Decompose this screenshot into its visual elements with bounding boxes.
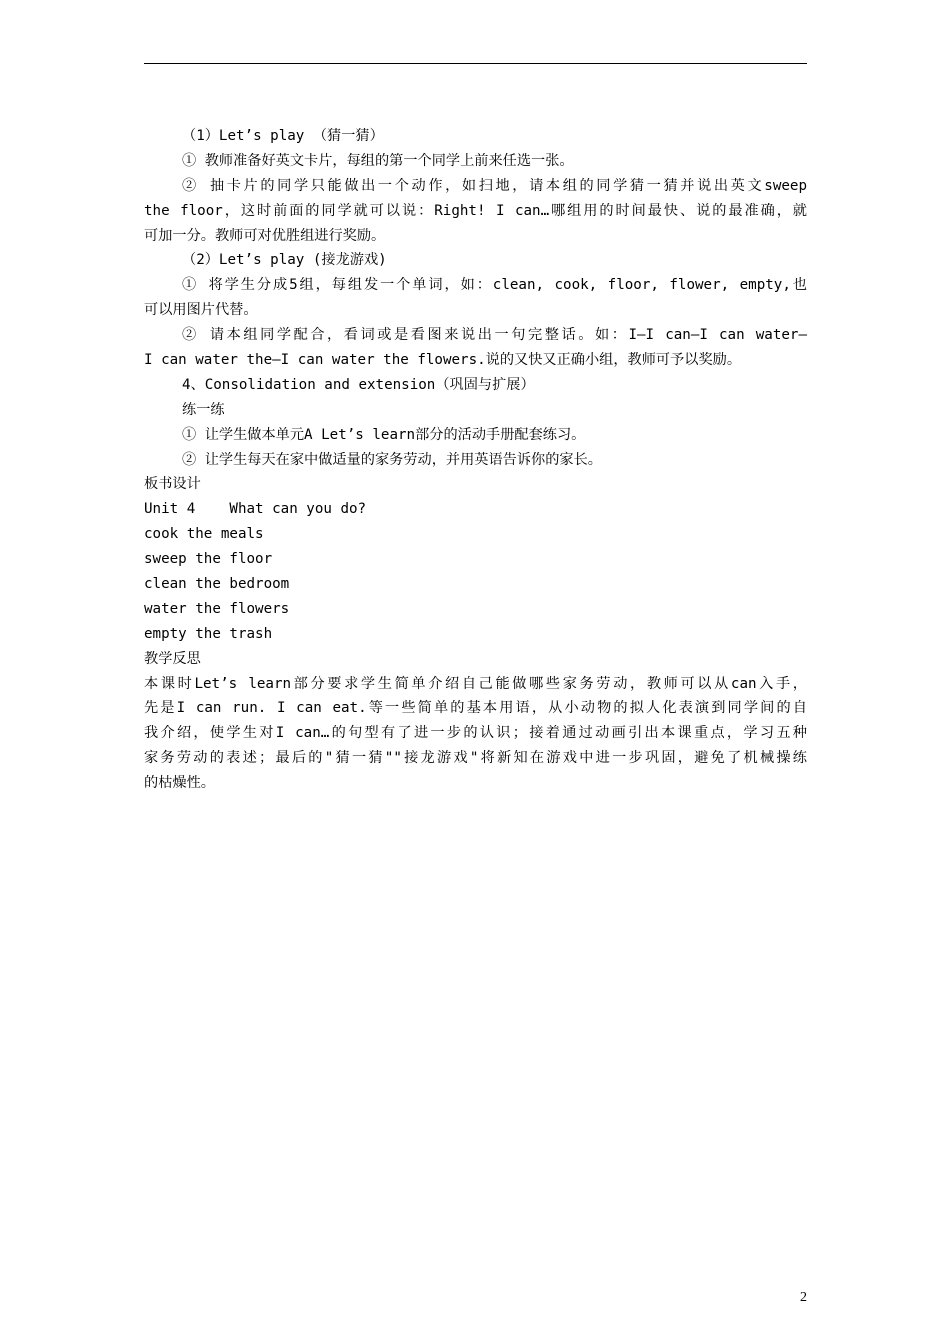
page-number: 2 (800, 1290, 807, 1305)
heading-lets-play-guess: （1）Let’s play （猜一猜） (182, 128, 384, 144)
step-line: 可加一分。教师可对优胜组进行奖励。 (144, 227, 386, 244)
board-phrase: empty the trash (144, 625, 273, 642)
step-line: ② 抽卡片的同学只能做出一个动作，如扫地，请本组的同学猜一猜并说出英文sweep (182, 177, 807, 194)
reflection-line: 先是I can run. I can eat.等一些简单的基本用语，从小动物的拟人化表演到同学间的自 (144, 700, 807, 717)
board-unit-title: Unit 4 What can you do? (144, 501, 367, 518)
heading-reflection: 教学反思 (144, 650, 201, 667)
heading-practice: 练一练 (182, 401, 225, 418)
heading-board-design: 板书设计 (144, 476, 201, 493)
reflection-line: 本课时Let’s learn部分要求学生简单介绍自己能做哪些家务劳动，教师可以从can入手， (144, 675, 807, 692)
heading-consolidation: 4、Consolidation and extension（巩固与扩展） (182, 376, 535, 393)
body-text (144, 124, 807, 796)
reflection-line: 我介绍，使学生对I can…的句型有了进一步的认识；接着通过动画引出本课重点，学习五种 (144, 725, 807, 742)
step-line: ① 教师准备好英文卡片，每组的第一个同学上前来任选一张。 (182, 152, 574, 169)
step-line: ① 将学生分成5组，每组发一个单词，如：clean, cook, floor, flower, empty,也 (182, 277, 807, 294)
heading-lets-play-chain: （2）Let’s play (接龙游戏) (182, 252, 387, 269)
step-line: ① 让学生做本单元A Let’s learn部分的活动手册配套练习。 (182, 426, 586, 443)
reflection-line: 的枯燥性。 (144, 775, 215, 792)
reflection-line: 家务劳动的表述；最后的"猜一猜""接龙游戏"将新知在游戏中进一步巩固，避免了机械操练 (144, 750, 807, 767)
board-phrase: cook the meals (144, 526, 264, 543)
step-line: the floor，这时前面的同学就可以说：Right! I can…哪组用的时间最快、说的最准确，就 (144, 202, 807, 219)
header-rule (144, 63, 807, 64)
board-phrase: sweep the floor (144, 551, 273, 568)
board-phrase: clean the bedroom (144, 576, 290, 593)
step-line: I can water the—I can water the flowers.说的又快又正确小组，教师可予以奖励。 (144, 352, 742, 369)
board-phrase: water the flowers (144, 600, 290, 617)
step-line: ② 让学生每天在家中做适量的家务劳动，并用英语告诉你的家长。 (182, 451, 602, 468)
step-line: ② 请本组同学配合，看词或是看图来说出一句完整话。如：I—I can—I can water— (182, 327, 807, 344)
step-line: 可以用图片代替。 (144, 302, 258, 319)
